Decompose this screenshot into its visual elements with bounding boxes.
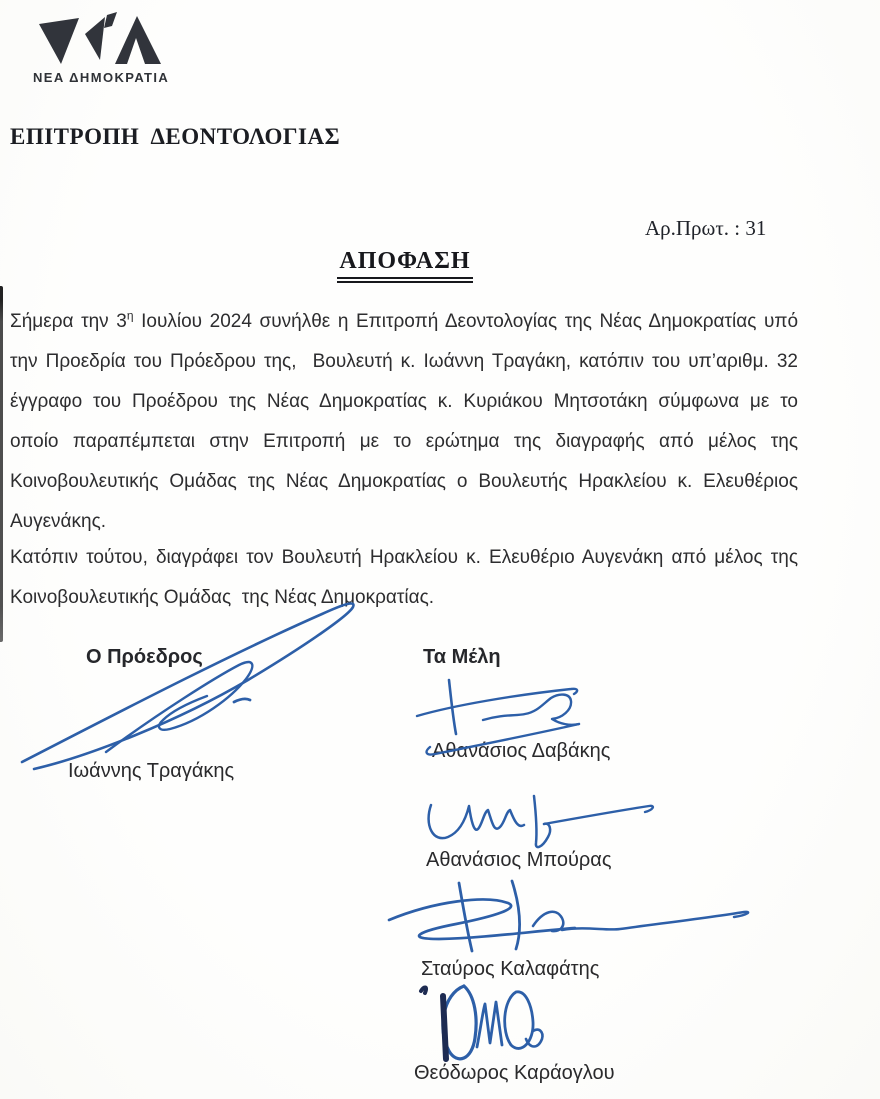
decision-title-wrap bbox=[10, 248, 800, 283]
paragraph1-line1-superscript: η bbox=[126, 308, 134, 323]
paragraph1-line4: οποίο παραπέμπεται στην Επιτροπή με το ερώτημα της διαγραφής από μέλος της bbox=[10, 431, 798, 452]
paragraph-1 bbox=[10, 302, 798, 542]
president-name: Ιωάννης Τραγάκης bbox=[68, 760, 235, 782]
nd-logo bbox=[33, 12, 183, 85]
member-name-karaoglou: Θεόδωρος Καράογλου bbox=[414, 1062, 615, 1084]
nd-logo-icon bbox=[33, 12, 165, 68]
paragraph1-line1-post: Ιουλίου 2024 συνήλθε η Επιτροπή Δεοντολογίας της Νέας Δημοκρατίας υπό bbox=[133, 311, 799, 332]
paragraph1-line3: έγγραφο του Προέδρου της Νέας Δημοκρατίας κ. Κυριάκου Μητσοτάκη σύμφωνα με το bbox=[10, 391, 798, 412]
paragraph2-line1: Κατόπιν τούτου, διαγράφει τον Βουλευτή Ηρακλείου κ. Ελευθέριο Αυγενάκη από μέλος της bbox=[10, 547, 798, 568]
paragraph1-line2: την Προεδρία του Πρόεδρου της, Βουλευτή κ. Ιωάννη Τραγάκη, κατόπιν του υπ’αριθμ. 32 bbox=[10, 351, 798, 372]
scan-artifact-line bbox=[0, 286, 3, 642]
party-name: ΝΕΑ ΔΗΜΟΚΡΑΤΙΑ bbox=[33, 70, 170, 85]
member-signature-davakis bbox=[413, 672, 618, 760]
member-name-bouras: Αθανάσιος Μπούρας bbox=[426, 849, 612, 871]
paragraph1-line1 bbox=[10, 302, 798, 342]
member-name-kalafatis: Σταύρος Καλαφάτης bbox=[421, 958, 600, 980]
paragraph1-line5: Κοινοβουλευτικής Ομάδας της Νέας Δημοκρατίας ο Βουλευτής Ηρακλείου κ. Ελευθέριος bbox=[10, 471, 798, 492]
paragraph1-line1-pre: Σήμερα την 3 bbox=[10, 311, 127, 332]
member-signature-kalafatis bbox=[375, 878, 760, 958]
protocol-number: Αρ.Πρωτ. : 31 bbox=[645, 216, 767, 240]
paragraph2-line2: Κοινοβουλευτικής Ομάδας της Νέας Δημοκρατίας. bbox=[10, 587, 435, 608]
member-name-davakis: Αθανάσιος Δαβάκης bbox=[432, 740, 611, 762]
president-label: Ο Πρόεδρος bbox=[86, 646, 203, 668]
members-label: Τα Μέλη bbox=[423, 646, 501, 668]
president-signature bbox=[10, 594, 362, 774]
member-signature-karaoglou bbox=[411, 974, 569, 1070]
member-signature-bouras bbox=[421, 791, 659, 855]
paragraph1-line6: Αυγενάκης. bbox=[10, 511, 107, 532]
committee-title: ΕΠΙΤΡΟΠΗ ΔΕΟΝΤΟΛΟΓΙΑΣ bbox=[10, 124, 341, 149]
decision-title: ΑΠΟΦΑΣΗ bbox=[337, 248, 472, 283]
